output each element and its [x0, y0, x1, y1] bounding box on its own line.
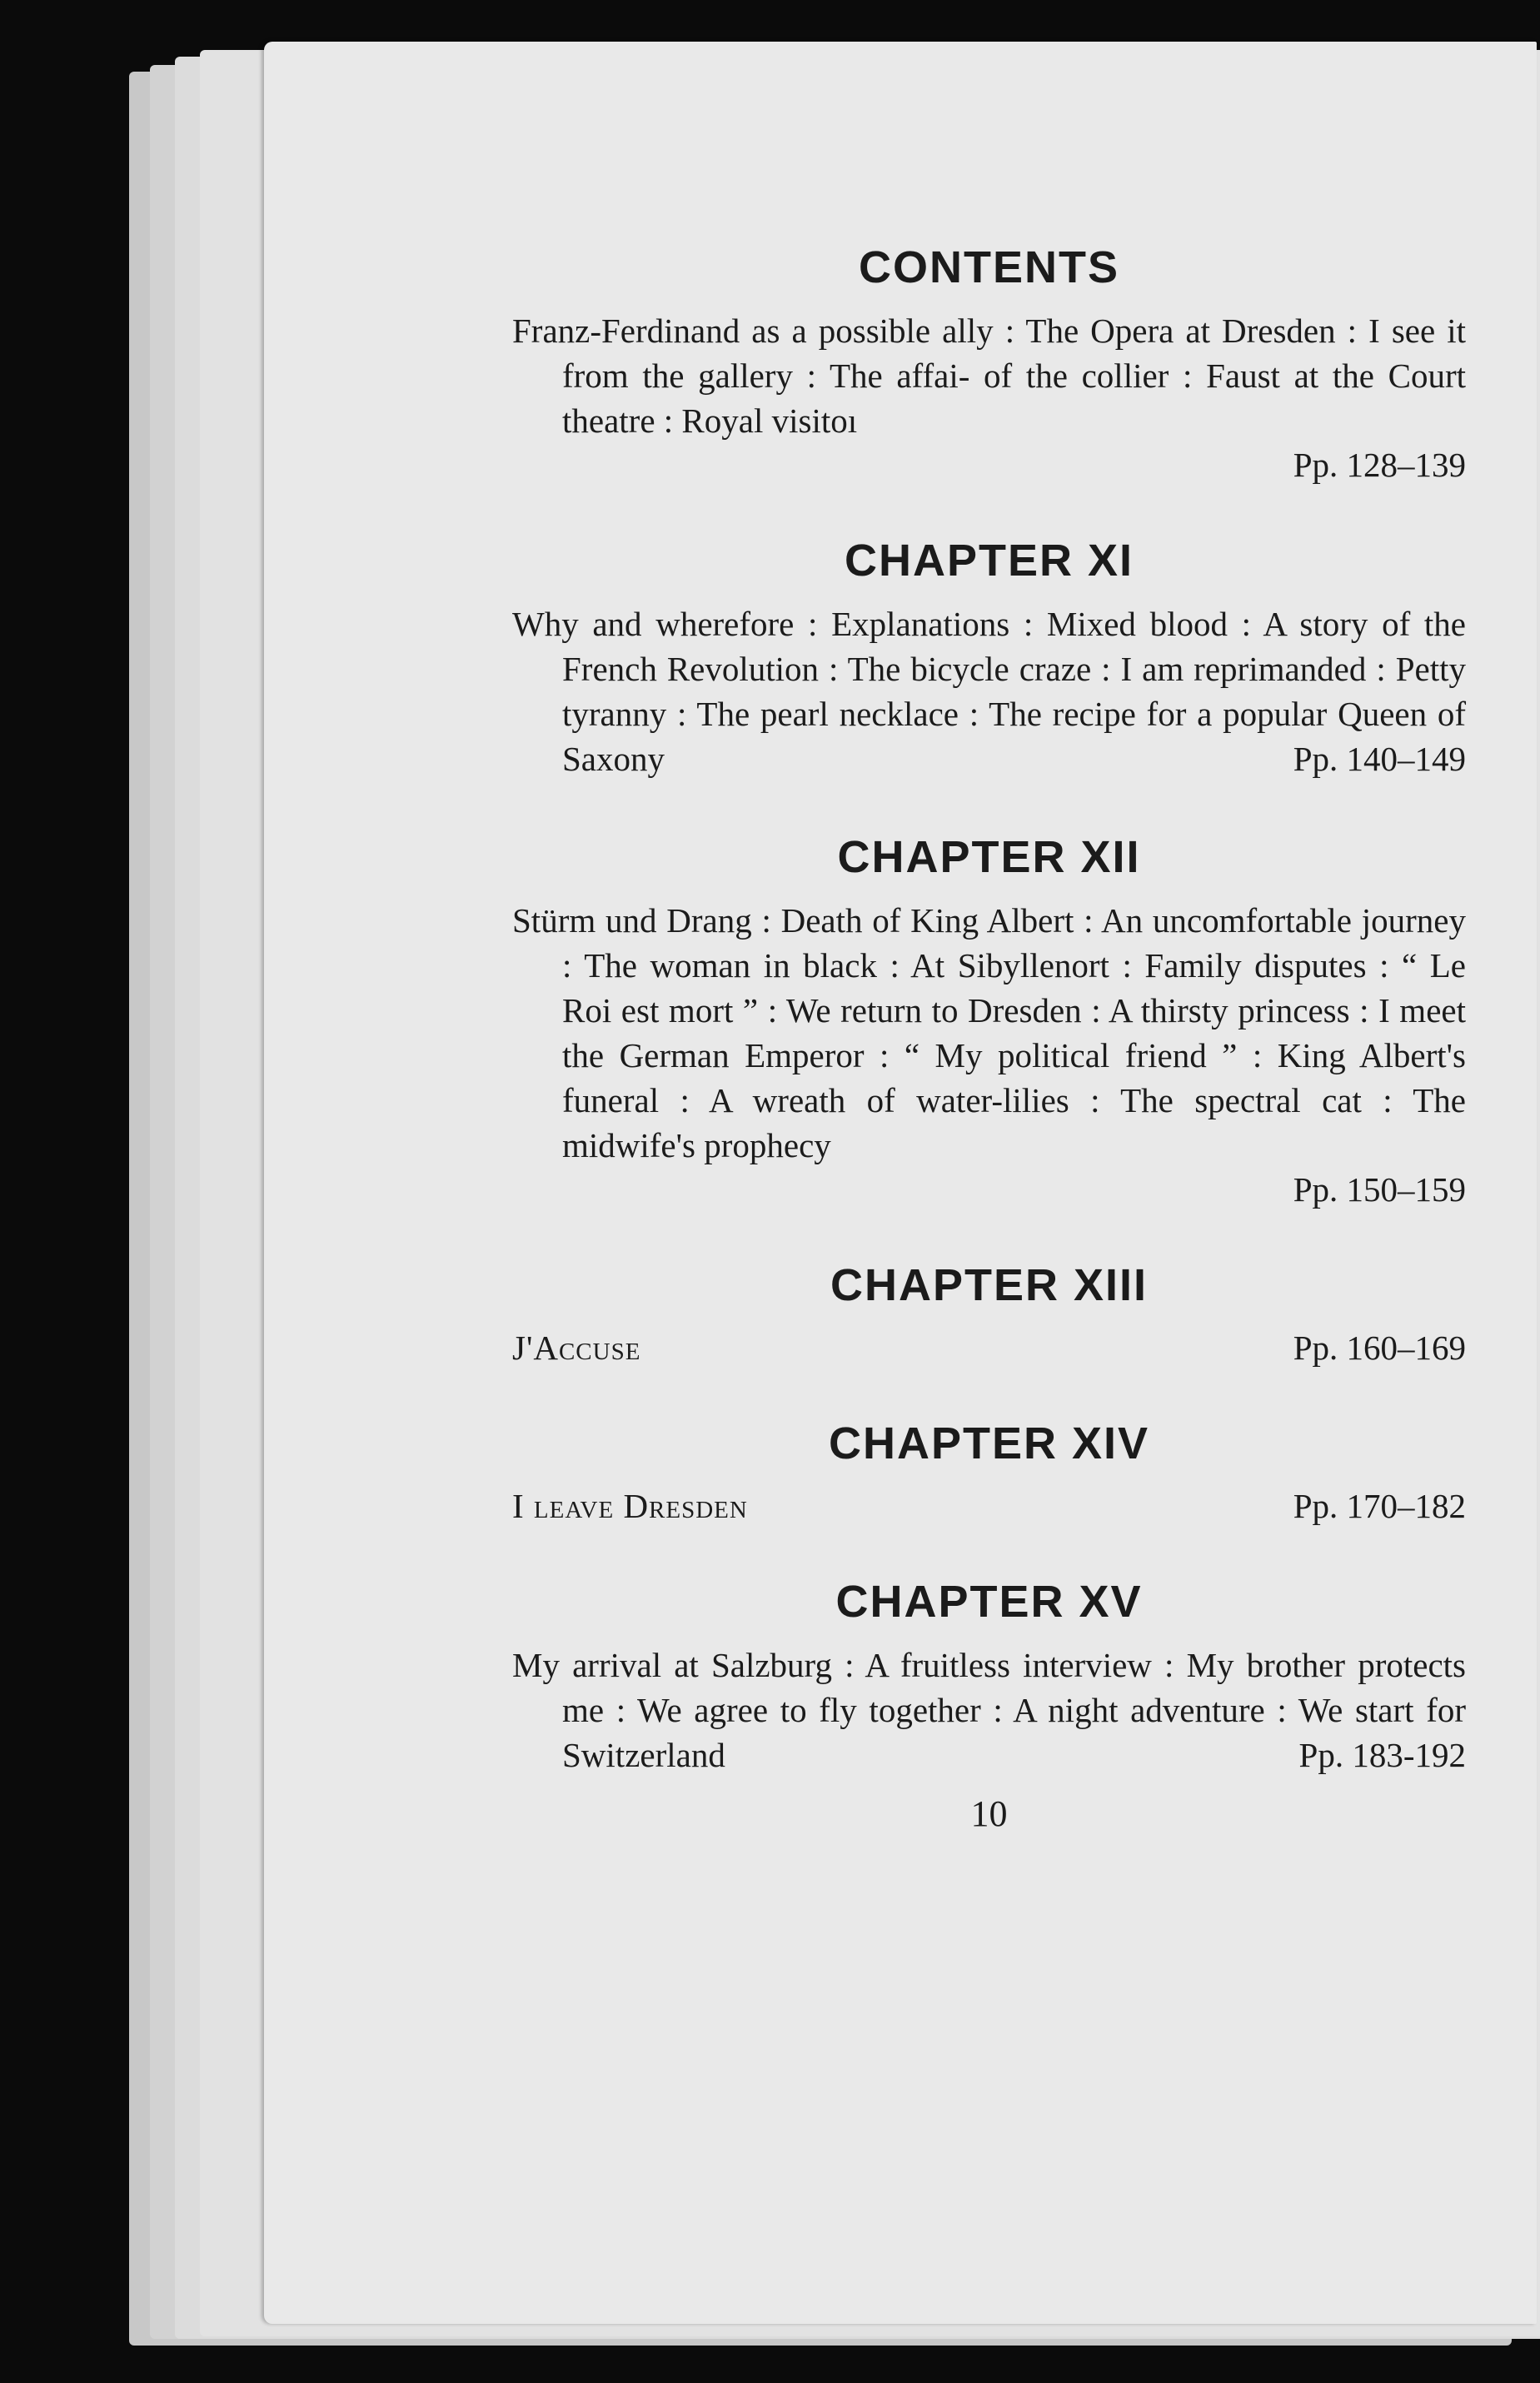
chapter-summary: [512, 601, 1466, 781]
page-number: 10: [970, 1793, 1008, 1834]
chapter-section: [512, 1259, 1466, 1368]
page-title: CONTENTS: [859, 242, 1119, 292]
chapter-summary: [512, 1328, 1466, 1368]
contents-page: [512, 242, 1466, 1835]
chapter-summary: [512, 1643, 1466, 1777]
page-range: Pp. 128–139: [1293, 446, 1466, 484]
page-range: Pp. 160–169: [1293, 1329, 1466, 1367]
chapter-section: [512, 1418, 1466, 1526]
chapter-heading: CHAPTER XI: [844, 536, 1134, 586]
chapter-summary-text: Why and wherefore : Explanations : Mixed blood : A story of the French Revolution : The bicycle craze : I am reprimanded : Petty tyranny : The pearl necklace : The recipe for a popular Queen of Saxony: [512, 605, 1466, 778]
chapter-summary-text: I leave Dresden: [512, 1487, 748, 1525]
chapter-summary-text: J'Accuse: [512, 1329, 641, 1367]
chapter-summary: [512, 1486, 1466, 1526]
chapter-summary-text: My arrival at Salzburg : A fruitless interview : My brother protects me : We agree to fly together : A night adventure : We start for Switzerland: [512, 1646, 1466, 1774]
chapter-section: [512, 1576, 1466, 1777]
chapter-section: [512, 535, 1466, 781]
chapter-summary: Stürm und Drang : Death of King Albert : An uncomfortable journey : The woman in black : At Sibyllenort : Family disputes : “ Le Roi est mort ” : We return to Dresden : A thirsty princess : I meet the German Emperor : “ My political friend ” : King Albert's funeral : A wreath of water-lilies : The spectral cat : The midwife's prophecy: [512, 901, 1466, 1164]
chapter-section: [512, 831, 1466, 1209]
chapter-heading: CHAPTER XIII: [830, 1260, 1149, 1310]
chapter-heading: CHAPTER XIV: [828, 1418, 1150, 1468]
chapter-heading: CHAPTER XV: [835, 1577, 1143, 1627]
page-range: Pp. 170–182: [1293, 1487, 1466, 1525]
page-range: Pp. 150–159: [1293, 1170, 1466, 1209]
contents-entry-text: Franz-Ferdinand as a possible ally : The Opera at Dresden : I see it from the gallery : The affai- of the collier : Faust at the Court theatre : Royal visitoı: [512, 312, 1466, 440]
page-range: Pp. 140–149: [1293, 740, 1466, 778]
page-range: Pp. 183-192: [1298, 1736, 1466, 1774]
chapter-heading: CHAPTER XII: [837, 832, 1141, 882]
